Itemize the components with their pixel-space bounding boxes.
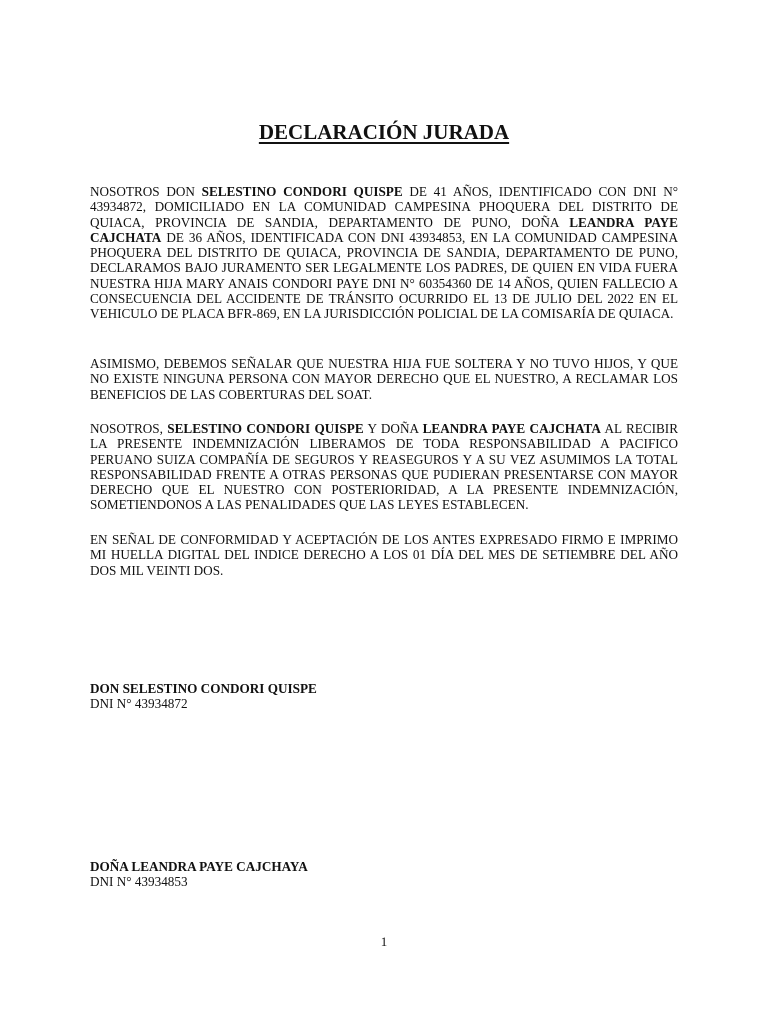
paragraph-no-heirs [90, 356, 678, 402]
bold-name-text: LEANDRA PAYE CAJCHATA [90, 214, 678, 245]
paragraph-conformity [90, 532, 678, 578]
bold-name-text: LEANDRA PAYE CAJCHATA [422, 421, 601, 436]
paragraph-text: DE 41 AÑOS, IDENTIFICADO CON DNI N° 43934872, DOMICILIADO EN LA COMUNIDAD CAMPESINA PHOQUERA DEL DISTRITO DE QUIACA, PROVINCIA DE SANDIA, DEPARTAMENTO DE PUNO, DOÑA [90, 184, 679, 230]
signer-dni: DNI N° 43934853 [90, 874, 188, 890]
signer-dni: DNI N° 43934872 [90, 696, 188, 712]
paragraph-text: ASIMISMO, DEBEMOS SEÑALAR QUE NUESTRA HIJA FUE SOLTERA Y NO TUVO HIJOS, Y QUE NO EXISTE NINGUNA PERSONA CON MAYOR DERECHO QUE EL NUESTRO, A RECLAMAR LOS BENEFICIOS DE LAS COBERTURAS DEL SOAT. [90, 356, 678, 402]
document-title: DECLARACIÓN JURADA [258, 120, 510, 144]
signature-block-2 [90, 859, 308, 890]
paragraph-text: NOSOTROS, [90, 421, 168, 436]
bold-name-text: SELESTINO CONDORI QUISPE [201, 184, 403, 199]
paragraph-text: EN SEÑAL DE CONFORMIDAD Y ACEPTACIÓN DE LOS ANTES EXPRESADO FIRMO E IMPRIMO MI HUELLA DIGITAL DEL INDICE DERECHO A LOS 01 DÍA DEL MES DE SETIEMBRE DEL AÑO DOS MIL VEINTI DOS. [90, 532, 678, 578]
paragraph-text: DE 36 AÑOS, IDENTIFICADA CON DNI 43934853, EN LA COMUNIDAD CAMPESINA PHOQUERA DEL DISTRITO DE QUIACA, PROVINCIA DE SANDIA, DEPARTAMENTO DE PUNO, DECLARAMOS BAJO JURAMENTO SER LEGALMENTE LOS PADRES, DE QUIEN EN VIDA FUERA NUESTRA HIJA MARY ANAIS CONDORI PAYE DNI N° 60354360 DE 14 AÑOS, QUIEN FALLECIO A CONSECUENCIA DEL ACCIDENTE DE TRÁNSITO OCURRIDO EL 13 DE JULIO DEL 2022 EN EL VEHICULO DE PLACA BFR-869, EN LA JURISDICCIÓN POLICIAL DE LA COMISARÍA DE QUIACA. [90, 229, 678, 322]
paragraph-declaration [90, 184, 678, 322]
paragraph-text: Y DOÑA [363, 421, 423, 436]
paragraph-release [90, 421, 678, 513]
signer-name: DON SELESTINO CONDORI QUISPE [90, 681, 317, 696]
signer-name: DOÑA LEANDRA PAYE CAJCHAYA [90, 859, 308, 874]
page-number: 1 [380, 934, 388, 949]
paragraph-text: NOSOTROS DON [90, 184, 202, 199]
bold-name-text: SELESTINO CONDORI QUISPE [167, 421, 364, 436]
signature-block-1 [90, 681, 317, 712]
paragraph-text: AL RECIBIR LA PRESENTE INDEMNIZACIÓN LIBERAMOS DE TODA RESPONSABILIDAD A PACIFICO PERUANO SUIZA COMPAÑÍA DE SEGUROS Y REASEGUROS Y A SU VEZ ASUMIMOS LA TOTAL RESPONSABILIDAD FRENTE A OTRAS PERSONAS QUE PUDIERAN PRESENTARSE CON MAYOR DERECHO QUE EL NUESTRO CON POSTERIORIDAD, A LA PRESENTE INDEMNIZACIÓN, SOMETIENDONOS A LAS PENALIDADES QUE LAS LEYES ESTABLECEN. [90, 421, 678, 513]
